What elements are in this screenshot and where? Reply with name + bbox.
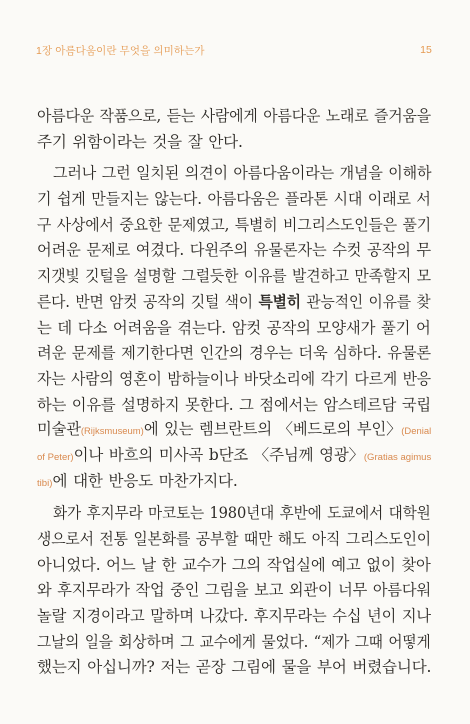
text-line: 했는지 아십니까? 저는 곧장 그림에 물을 부어 버렸습니다.	[37, 658, 432, 677]
text-line: 기 쉽게 만들지는 않는다. 아름다움은 플라톤 시대 이래로 서	[37, 190, 431, 209]
body-text	[37, 104, 431, 681]
text-line: of Peter)이나 바흐의 미사곡 b단조 〈주님께 영광〉(Gratias agimus	[37, 445, 432, 464]
text-line: 아름다운 작품으로, 듣는 사람에게 아름다운 노래로 즐거움을	[37, 107, 432, 125]
page-number: 15	[420, 44, 432, 56]
text-line: 려운 문제를 제기한다면 인간의 경우는 더욱 심하다. 유물론	[37, 344, 431, 363]
latin-gloss: (Denial	[401, 426, 432, 438]
text-line: 화가 후지무라 마코토는 1980년대 후반에 도쿄에서 대학원	[53, 504, 431, 523]
text-line: 그러나 그런 일치된 의견이 아름다움이라는 개념을 이해하	[53, 164, 432, 183]
text-line: 와 후지무라가 작업 중인 그림을 보고 외관이 너무 아름다워	[37, 581, 431, 600]
text-line: 른다. 반면 암컷 공작의 깃털 색이 특별히 관능적인 이유를 찾	[37, 292, 431, 312]
text-line: 자는 사람의 영혼이 밤하늘이나 바닷소리에 각기 다르게 반응	[37, 369, 432, 388]
text-line: 그날의 일을 회상하며 그 교수에게 물었다. “제가 그때 어떻게	[37, 632, 431, 651]
text-line: 주기 위함이라는 것을 잘 안다.	[37, 132, 243, 151]
latin-gloss: (Gratias agimus	[363, 451, 432, 463]
text-line: 놀랄 지경이라고 말하며 나갔다. 후지무라는 수십 년이 지나	[37, 607, 431, 626]
bold-emphasis: 특별히	[258, 292, 301, 312]
running-header	[36, 42, 432, 58]
text-line: 아니었다. 어느 날 한 교수가 그의 작업실에 예고 없이 찾아	[37, 555, 431, 574]
latin-gloss: tibi)	[37, 477, 53, 489]
text-line: 지갯빛 깃털을 설명할 그럴듯한 이유를 발견하고 만족할지 모	[37, 267, 432, 286]
text-line: 는 데 다소 어려움을 겪는다. 암컷 공작의 모양새가 풀기 어	[37, 318, 431, 337]
text-line: 어려운 문제로 여겼다. 다윈주의 유물론자는 수컷 공작의 무	[37, 241, 431, 260]
text-line: 생으로서 전통 일본화를 공부할 때만 해도 아직 그리스도인이	[37, 530, 432, 548]
text-line: tibi)에 대한 반응도 마찬가지다.	[37, 471, 238, 490]
latin-gloss: of Peter)	[37, 451, 74, 463]
latin-gloss: (Rijksmuseum)	[80, 426, 144, 438]
chapter-title: 1장 아름다움이란 무엇을 의미하는가	[36, 44, 205, 57]
text-line: 미술관(Rijksmuseum)에 있는 렘브란트의 〈베드로의 부인〉(Denial	[37, 420, 432, 439]
text-line: 하는 이유를 설명하지 못한다. 그 점에서는 암스테르담 국립	[37, 395, 431, 414]
text-line: 구 사상에서 중요한 문제였고, 특별히 비그리스도인들은 풀기	[37, 215, 432, 234]
